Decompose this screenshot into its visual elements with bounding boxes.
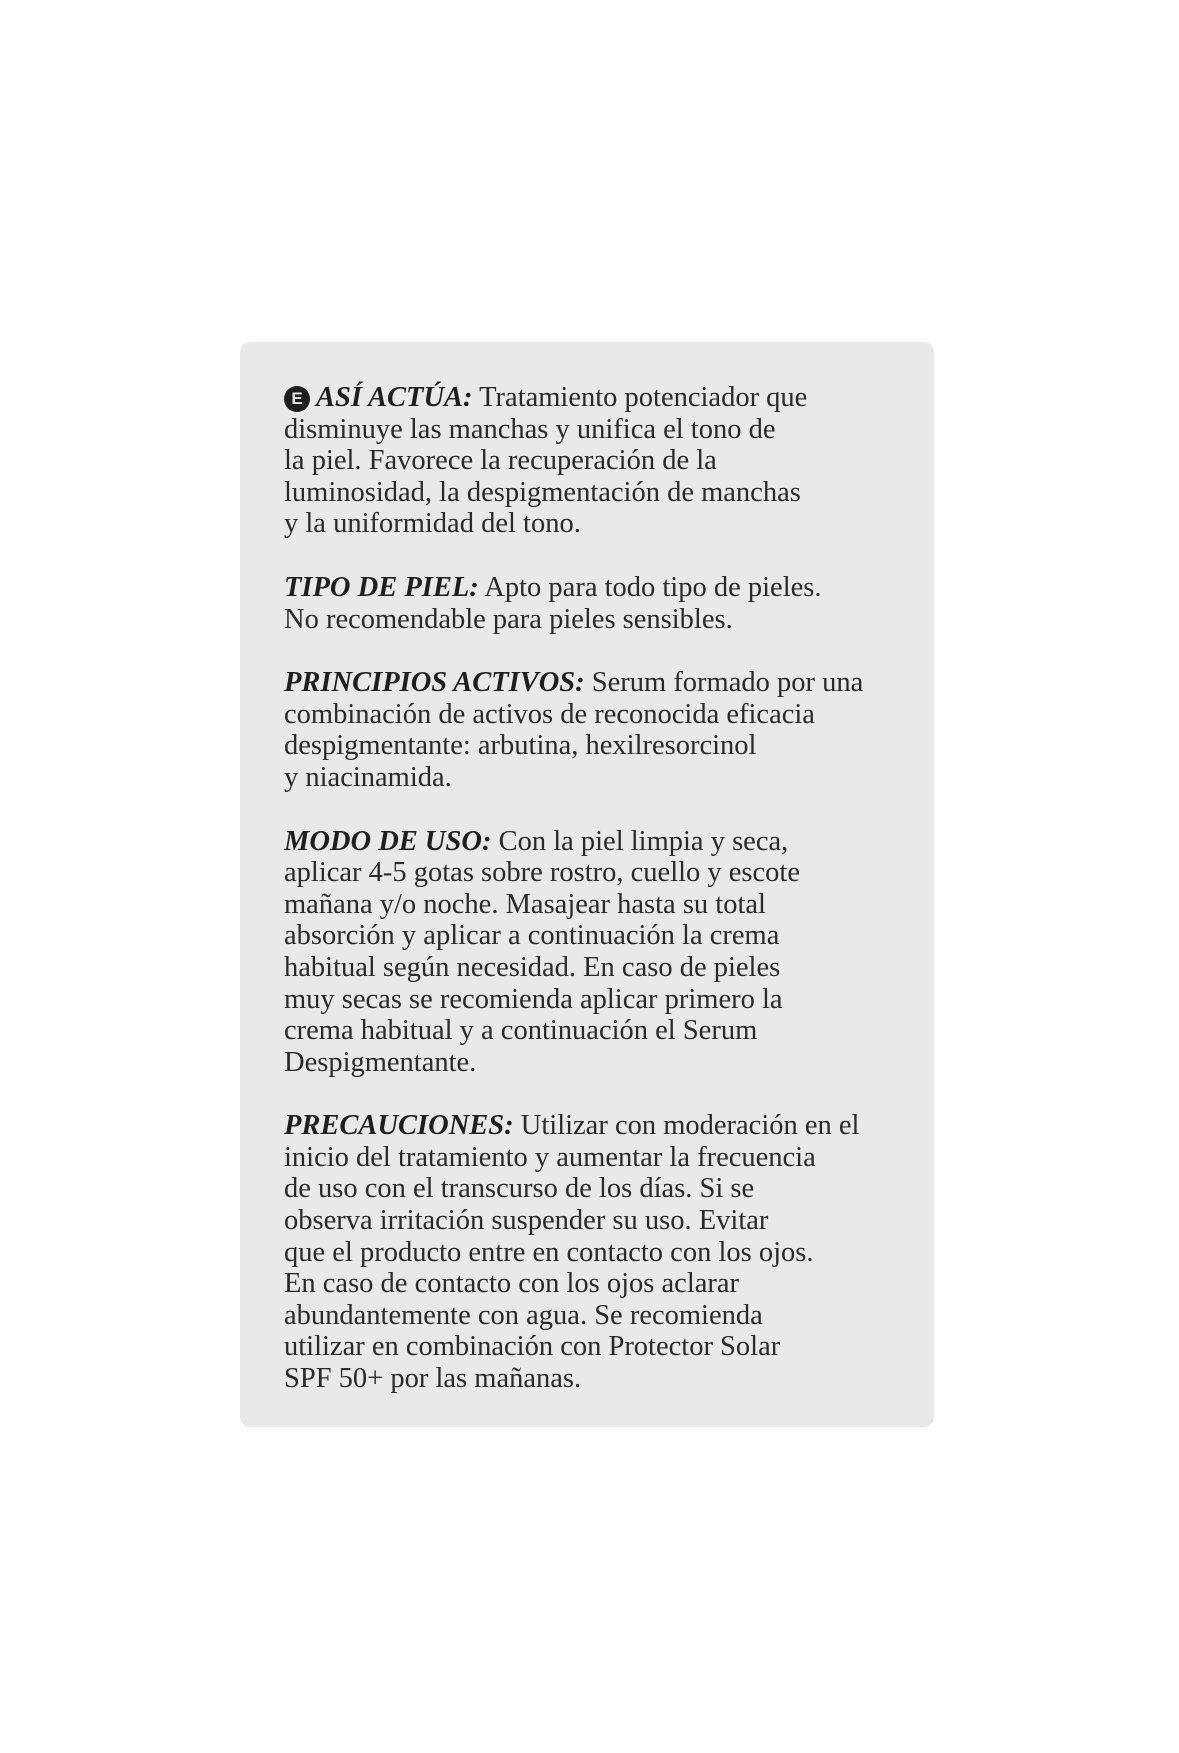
section-text: Serum formado por una combinación de activos de reconocida eficacia despigmentante: arbutina, hexilresorcinol y niacinamida. [284,667,864,793]
section-text: Tratamiento potenciador que disminuye las manchas y unifica el tono de la piel. Favorece la recuperación de la luminosidad, la despigmentación de manchas y la uniformidad del tono. [284,382,808,540]
section-label: MODO DE USO: [284,825,492,857]
section-label: PRECAUCIONES: [284,1110,514,1142]
section-tipo-de-piel [284,572,896,635]
section-text: Utilizar con moderación en el inicio del tratamiento y aumentar la frecuencia de uso con el transcurso de los días. Si se observa irritación suspender su uso. Evitar que el producto entre en contacto con los ojos. En caso de contacto con los ojos aclarar abundantemente con agua. Se recomienda utilizar en combinación con Protector Solar SPF 50+ por las mañanas. [284,1110,860,1395]
product-info-card [240,342,934,1427]
section-text: Apto para todo tipo de pieles. No recomendable para pieles sensibles. [284,571,822,635]
section-label: ASÍ ACTÚA: [316,382,473,413]
section-label: TIPO DE PIEL: [284,571,479,603]
section-text: Con la piel limpia y seca, aplicar 4-5 gotas sobre rostro, cuello y escote mañana y/o noche. Masajear hasta su total absorción y aplicar a continuación la crema habitual según necesidad. En caso de pieles muy secas se recomienda aplicar primero la crema habitual y a continuación el Serum Despigmentante. [284,825,800,1078]
language-badge-icon: E [284,386,310,412]
section-principios-activos [284,667,896,793]
section-precauciones [284,1110,896,1394]
section-label: PRINCIPIOS ACTIVOS: [284,667,585,699]
section-modo-de-uso [284,826,896,1079]
section-asi-actua [284,382,896,540]
